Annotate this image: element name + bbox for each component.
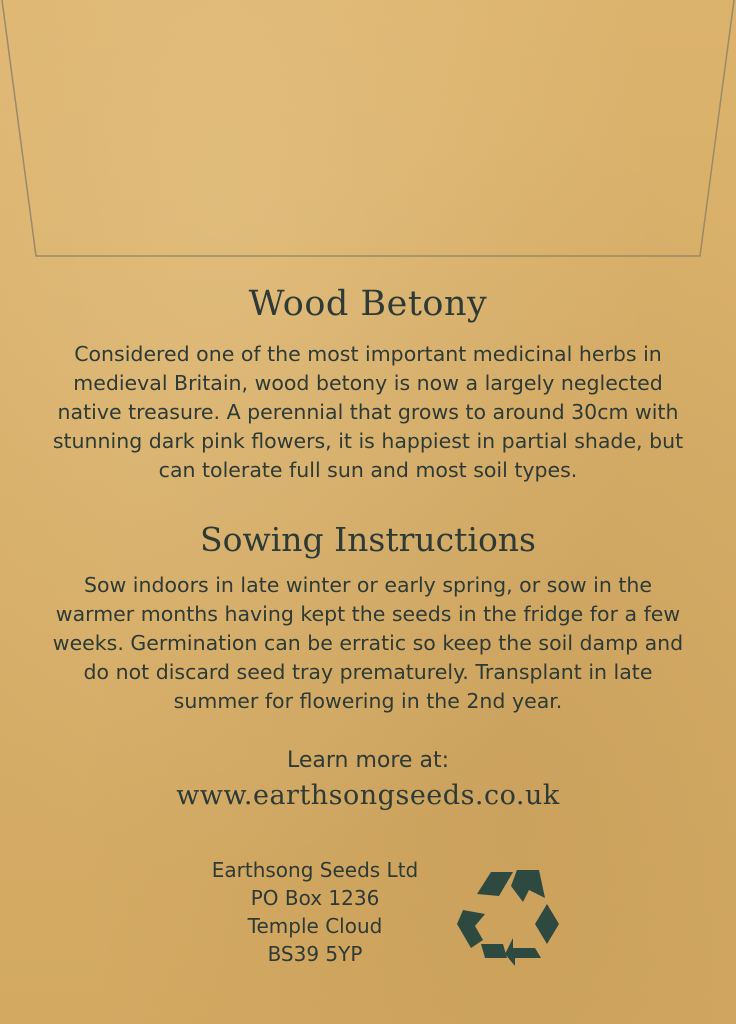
address-line: Earthsong Seeds Ltd xyxy=(211,858,419,882)
address-line: BS39 5YP xyxy=(267,942,363,966)
company-address xyxy=(185,856,445,968)
product-title: Wood Betony xyxy=(248,284,488,324)
address-line: Temple Cloud xyxy=(247,914,383,938)
address-line: PO Box 1236 xyxy=(250,886,380,910)
product-description: Considered one of the most important medicinal herbs in medieval Britain, wood betony is now a largely neglected native treasure. A perennial that grows to around 30cm with stunning dark pink flowers, it is happiest in partial shade, but can tolerate full sun and most soil types. xyxy=(52,342,684,482)
recycle-icon xyxy=(455,864,565,968)
learn-more-label: Learn more at: xyxy=(287,748,449,773)
sowing-instructions: Sow indoors in late winter or early spring, or sow in the warmer months having kept the seeds in the fridge for a few weeks. Germination can be erratic so keep the soil damp and do not discard seed tray prematurely. Transplant in late summer for flowering in the 2nd year. xyxy=(52,573,684,713)
website-link[interactable]: www.earthsongseeds.co.uk xyxy=(176,780,560,811)
envelope-flap xyxy=(0,0,736,260)
sowing-heading: Sowing Instructions xyxy=(199,520,536,559)
